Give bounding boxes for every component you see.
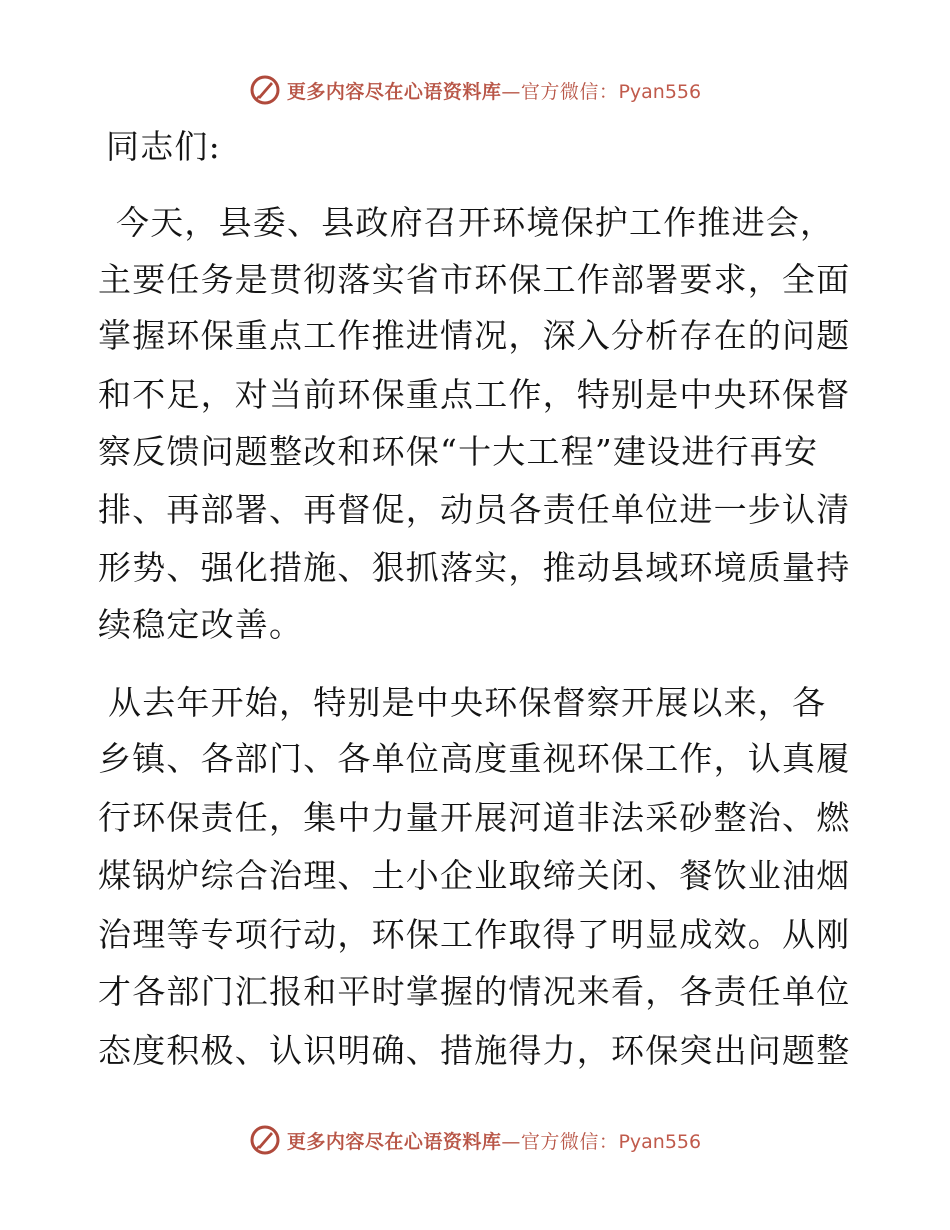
- watermark-dash: —: [501, 80, 521, 103]
- salutation: 同志们:: [106, 127, 221, 166]
- quill-logo-icon: [249, 74, 281, 106]
- paragraph1-line: 续稳定改善。: [98, 605, 304, 644]
- paragraph2-line: 煤锅炉综合治理、土小企业取缔关闭、餐饮业油烟: [98, 856, 851, 895]
- paragraph2-line: 才各部门汇报和平时掌握的情况来看，各责任单位: [98, 972, 851, 1011]
- paragraph1-line: 形势、强化措施、狠抓落实，推动县域环境质量持: [98, 548, 851, 587]
- paragraph2-line: 态度积极、认识明确、措施得力，环保突出问题整: [98, 1031, 851, 1070]
- paragraph2-line: 行环保责任，集中力量开展河道非法采砂整治、燃: [98, 798, 851, 837]
- watermark-prefix: 更多内容尽在心语资料库: [286, 1130, 502, 1153]
- watermark-banner-bottom: [0, 1120, 950, 1160]
- watermark-wechat-id: Pyan556: [618, 80, 702, 103]
- paragraph1-line: 主要任务是贯彻落实省市环保工作部署要求，全面: [98, 260, 851, 299]
- watermark-banner-top: [0, 70, 950, 110]
- paragraph1-line: 察反馈问题整改和环保“十大工程”建设进行再安: [98, 432, 819, 471]
- watermark-prefix: 更多内容尽在心语资料库: [286, 80, 502, 103]
- watermark-official: 官方微信：: [520, 80, 619, 103]
- watermark-text: [287, 1127, 701, 1154]
- paragraph1-line: 掌握环保重点工作推进情况，深入分析存在的问题: [98, 316, 851, 355]
- watermark-official: 官方微信：: [520, 1130, 619, 1153]
- watermark-wechat-id: Pyan556: [618, 1130, 702, 1153]
- watermark-dash: —: [501, 1130, 521, 1153]
- quill-logo-icon: [249, 1124, 281, 1156]
- watermark-text: [287, 77, 701, 104]
- paragraph1-line: 今天，县委、县政府召开环境保护工作推进会，: [116, 203, 835, 242]
- paragraph2-line: 从去年开始，特别是中央环保督察开展以来，各: [108, 683, 827, 722]
- paragraph2-line: 治理等专项行动，环保工作取得了明显成效。从刚: [98, 915, 851, 954]
- paragraph2-line: 乡镇、各部门、各单位高度重视环保工作，认真履: [98, 739, 851, 778]
- paragraph1-line: 和不足，对当前环保重点工作，特别是中央环保督: [98, 375, 851, 414]
- paragraph1-line: 排、再部署、再督促，动员各责任单位进一步认清: [98, 490, 851, 529]
